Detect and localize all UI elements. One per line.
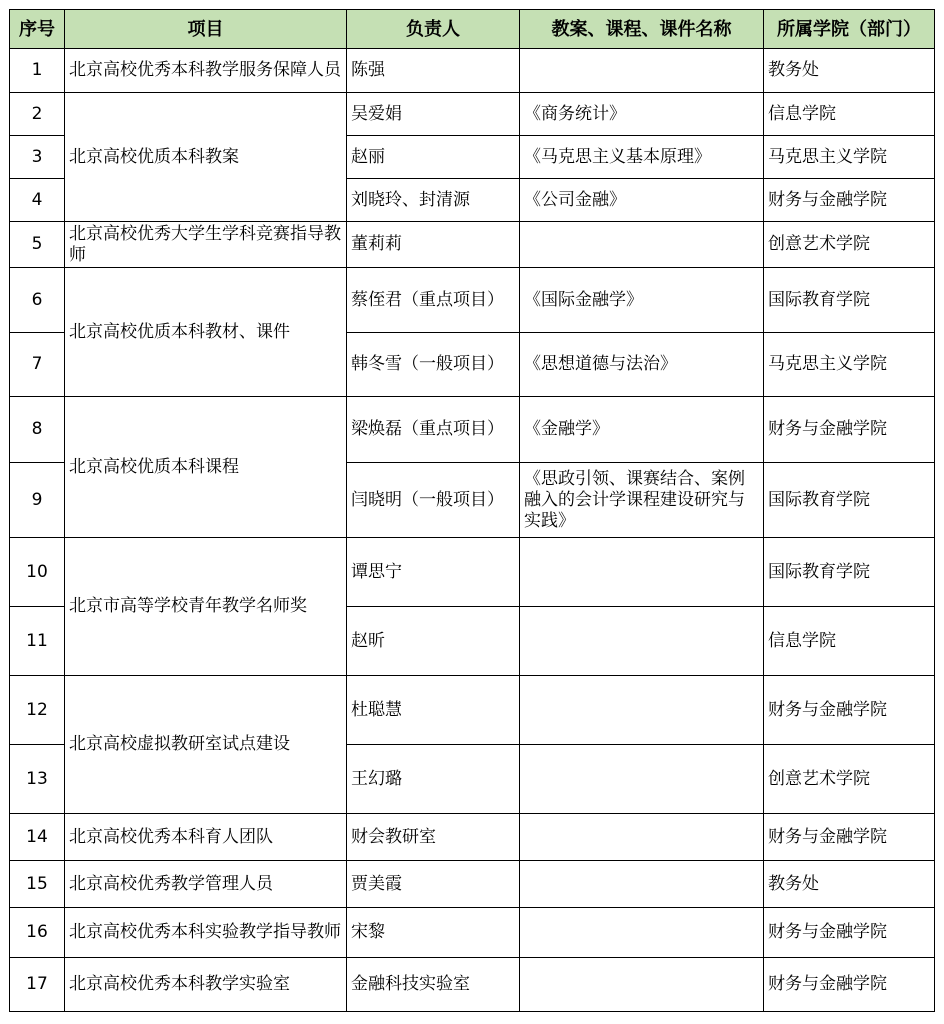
row-department: 财务与金融学院 <box>764 908 935 958</box>
table-row <box>10 908 935 958</box>
row-department: 国际教育学院 <box>764 463 935 538</box>
row-person: 王幻璐 <box>347 745 520 814</box>
row-course-name <box>520 49 764 93</box>
row-person: 谭思宁 <box>347 538 520 607</box>
table-header-row <box>10 10 935 49</box>
row-course-name <box>520 538 764 607</box>
table-row <box>10 861 935 908</box>
table-row <box>10 676 935 745</box>
header-project: 项目 <box>65 10 347 49</box>
row-project: 北京高校虚拟教研室试点建设 <box>65 676 347 814</box>
row-course-name <box>520 908 764 958</box>
row-department: 财务与金融学院 <box>764 814 935 861</box>
row-no: 7 <box>10 333 65 397</box>
header-person: 负责人 <box>347 10 520 49</box>
row-no: 11 <box>10 607 65 676</box>
awards-table <box>9 9 935 1012</box>
table-row <box>10 538 935 607</box>
row-project: 北京高校优秀本科实验教学指导教师 <box>65 908 347 958</box>
row-department: 马克思主义学院 <box>764 333 935 397</box>
row-department: 财务与金融学院 <box>764 179 935 222</box>
header-course-name: 教案、课程、课件名称 <box>520 10 764 49</box>
row-no: 2 <box>10 93 65 136</box>
row-project: 北京高校优秀教学管理人员 <box>65 861 347 908</box>
row-department: 财务与金融学院 <box>764 397 935 463</box>
table-row <box>10 268 935 333</box>
table-row <box>10 93 935 136</box>
row-person: 刘晓玲、封清源 <box>347 179 520 222</box>
row-person: 金融科技实验室 <box>347 958 520 1012</box>
header-no: 序号 <box>10 10 65 49</box>
row-person: 吴爱娟 <box>347 93 520 136</box>
row-course-name: 《思想道德与法治》 <box>520 333 764 397</box>
row-department: 马克思主义学院 <box>764 136 935 179</box>
row-person: 赵昕 <box>347 607 520 676</box>
row-no: 8 <box>10 397 65 463</box>
row-no: 15 <box>10 861 65 908</box>
row-person: 赵丽 <box>347 136 520 179</box>
row-course-name <box>520 676 764 745</box>
row-person: 梁焕磊（重点项目） <box>347 397 520 463</box>
row-project: 北京高校优秀大学生学科竞赛指导教师 <box>65 222 347 268</box>
row-course-name: 《公司金融》 <box>520 179 764 222</box>
row-department: 国际教育学院 <box>764 268 935 333</box>
row-course-name <box>520 745 764 814</box>
row-person: 董莉莉 <box>347 222 520 268</box>
row-department: 信息学院 <box>764 93 935 136</box>
row-department: 财务与金融学院 <box>764 958 935 1012</box>
row-person: 陈强 <box>347 49 520 93</box>
row-no: 16 <box>10 908 65 958</box>
row-project: 北京高校优质本科教案 <box>65 93 347 222</box>
row-no: 10 <box>10 538 65 607</box>
row-project: 北京市高等学校青年教学名师奖 <box>65 538 347 676</box>
row-no: 5 <box>10 222 65 268</box>
row-course-name <box>520 814 764 861</box>
row-department: 创意艺术学院 <box>764 222 935 268</box>
table-row <box>10 222 935 268</box>
row-department: 教务处 <box>764 861 935 908</box>
table-row <box>10 49 935 93</box>
table-row <box>10 397 935 463</box>
row-person: 杜聪慧 <box>347 676 520 745</box>
row-department: 信息学院 <box>764 607 935 676</box>
row-no: 3 <box>10 136 65 179</box>
row-project: 北京高校优秀本科教学实验室 <box>65 958 347 1012</box>
row-person: 财会教研室 <box>347 814 520 861</box>
row-person: 闫晓明（一般项目） <box>347 463 520 538</box>
table-row <box>10 814 935 861</box>
row-department: 国际教育学院 <box>764 538 935 607</box>
row-course-name: 《思政引领、课赛结合、案例融入的会计学课程建设研究与实践》 <box>520 463 764 538</box>
row-person: 宋黎 <box>347 908 520 958</box>
row-person: 韩冬雪（一般项目） <box>347 333 520 397</box>
row-project: 北京高校优秀本科育人团队 <box>65 814 347 861</box>
row-course-name <box>520 222 764 268</box>
row-course-name <box>520 861 764 908</box>
row-no: 6 <box>10 268 65 333</box>
row-course-name: 《金融学》 <box>520 397 764 463</box>
row-no: 9 <box>10 463 65 538</box>
row-department: 教务处 <box>764 49 935 93</box>
row-project: 北京高校优秀本科教学服务保障人员 <box>65 49 347 93</box>
row-project: 北京高校优质本科课程 <box>65 397 347 538</box>
row-department: 财务与金融学院 <box>764 676 935 745</box>
row-course-name: 《马克思主义基本原理》 <box>520 136 764 179</box>
table-row <box>10 958 935 1012</box>
row-project: 北京高校优质本科教材、课件 <box>65 268 347 397</box>
row-course-name: 《国际金融学》 <box>520 268 764 333</box>
header-department: 所属学院（部门） <box>764 10 935 49</box>
row-course-name <box>520 958 764 1012</box>
row-course-name: 《商务统计》 <box>520 93 764 136</box>
row-no: 1 <box>10 49 65 93</box>
row-no: 14 <box>10 814 65 861</box>
row-person: 蔡侄君（重点项目） <box>347 268 520 333</box>
row-no: 17 <box>10 958 65 1012</box>
row-department: 创意艺术学院 <box>764 745 935 814</box>
row-no: 4 <box>10 179 65 222</box>
row-person: 贾美霞 <box>347 861 520 908</box>
row-course-name <box>520 607 764 676</box>
row-no: 12 <box>10 676 65 745</box>
row-no: 13 <box>10 745 65 814</box>
